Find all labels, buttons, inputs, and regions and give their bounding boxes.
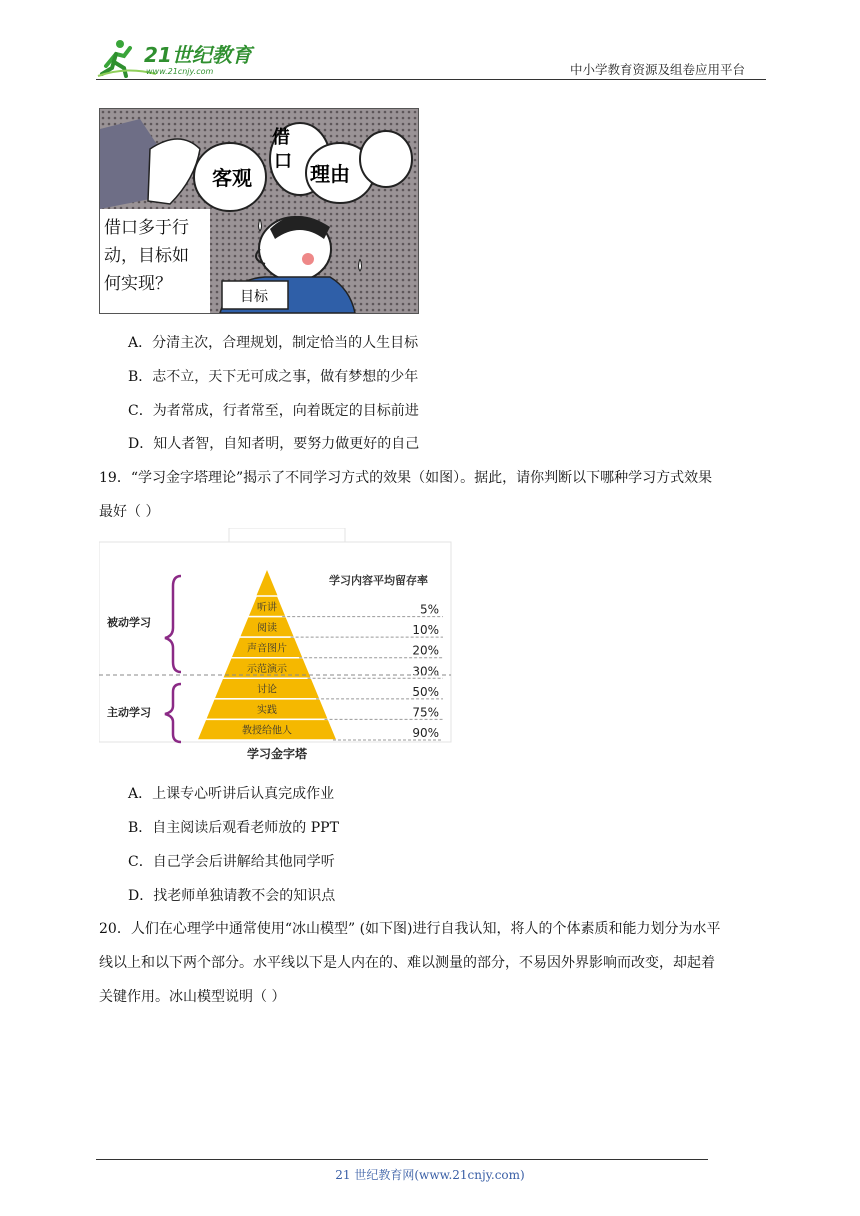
q19-stem-line1: 19．“学习金字塔理论”揭示了不同学习方式的效果（如图）。据此，请你判断以下哪种学习方式效果: [99, 470, 713, 486]
retention-value: 20%: [412, 643, 439, 658]
footer-divider: [96, 1159, 708, 1160]
bubble-text-reason: 理由: [310, 162, 350, 186]
page-header: [0, 0, 860, 90]
q18-option-b: B．志不立，天下无可成之事，做有梦想的少年: [128, 369, 419, 385]
q19-option-d: D．找老师单独请教不会的知识点: [128, 888, 336, 904]
paper-goal-text: 目标: [240, 289, 268, 305]
retention-value: 10%: [412, 623, 439, 638]
retention-value: 30%: [412, 664, 439, 679]
logo-text: 21世纪教育: [144, 43, 252, 67]
group-label-active: 主动学习: [107, 706, 151, 719]
pyramid-title: 学习金字塔: [247, 747, 308, 761]
comic-caption-line2: 动，目标如: [104, 246, 189, 266]
q18-option-c: C．为者常成，行者常至，向着既定的目标前进: [128, 403, 419, 419]
comic-caption-line1: 借口多于行: [104, 218, 189, 238]
bubble-text-excuse-2: 口: [274, 151, 292, 172]
q19-option-a: A．上课专心听讲后认真完成作业: [128, 786, 335, 802]
header-divider: [96, 79, 766, 80]
pyramid-layer-label: 听讲: [257, 602, 277, 614]
retention-column-header: 学习内容平均留存率: [329, 574, 428, 587]
retention-value: 5%: [419, 602, 439, 617]
bubble-text-objective: 客观: [212, 166, 252, 190]
comic-illustration: [99, 108, 419, 314]
q18-option-d: D．知人者智，自知者明，要努力做更好的自己: [128, 436, 420, 452]
site-logo: [96, 36, 256, 80]
logo-url: www.21cnjy.com: [146, 67, 214, 76]
q20-stem-line1: 20．人们在心理学中通常使用“冰山模型” (如下图)进行自我认知，将人的个体素质和能力划分为水平: [99, 921, 721, 937]
q19-stem-line2: 最好（ ）: [99, 504, 160, 520]
comic-caption-line3: 何实现？: [104, 274, 172, 294]
pyramid-layer-label: 声音图片: [247, 643, 287, 655]
comic-drawing: [100, 109, 418, 313]
retention-value: 50%: [412, 684, 439, 699]
q20-stem-line3: 关键作用。冰山模型说明（ ）: [99, 989, 286, 1005]
pyramid-layer-label: 示范演示: [247, 664, 287, 675]
q19-option-b: B．自主阅读后观看老师放的 PPT: [128, 820, 339, 836]
group-label-passive: 被动学习: [107, 616, 151, 629]
pyramid-layer-label: 阅读: [257, 622, 277, 634]
header-platform-name: 中小学教育资源及组卷应用平台: [570, 62, 746, 77]
bubble-text-excuse-1: 借: [272, 127, 290, 148]
pyramid-layer-label: 实践: [257, 705, 277, 717]
pyramid-layer-label: 教授给他人: [242, 725, 292, 737]
q20-stem-line2: 线以上和以下两个部分。水平线以下是人内在的、难以测量的部分，不易因外界影响而改变，却起着: [99, 955, 715, 971]
retention-value: 90%: [412, 726, 439, 740]
learning-pyramid-chart: [99, 528, 461, 768]
pyramid-layer-label: 讨论: [257, 684, 277, 696]
retention-value: 75%: [412, 705, 439, 720]
q18-option-a: A．分清主次，合理规划，制定恰当的人生目标: [128, 335, 419, 351]
footer-text[interactable]: 21 世纪教育网(www.21cnjy.com): [335, 1168, 525, 1182]
q19-option-c: C．自己学会后讲解给其他同学听: [128, 854, 335, 870]
